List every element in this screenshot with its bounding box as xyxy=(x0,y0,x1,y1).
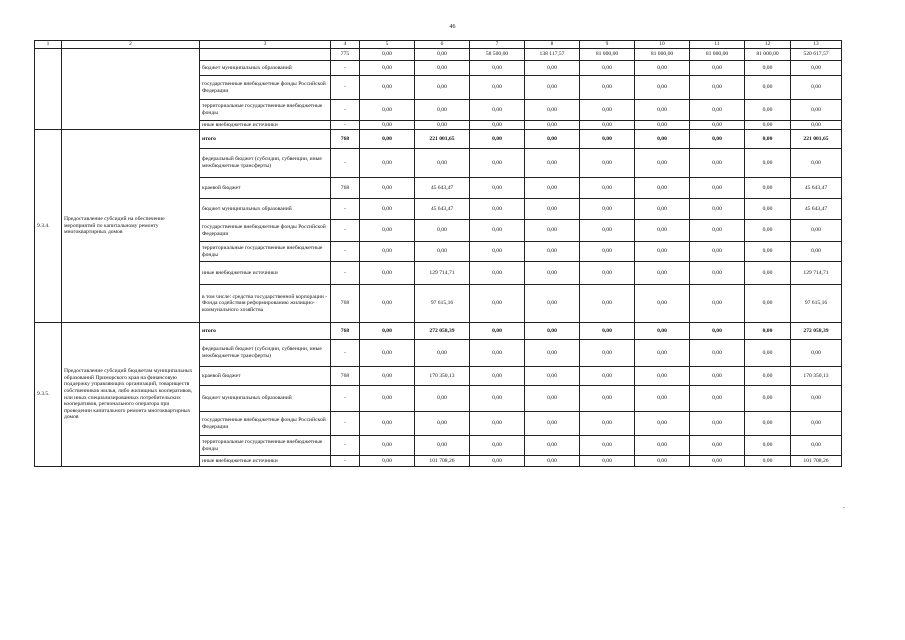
value-cell: 0,00 xyxy=(745,76,791,100)
value-cell: 0,00 xyxy=(690,220,745,242)
value-cell: 775 xyxy=(331,49,360,61)
source-label-cell xyxy=(200,49,331,61)
value-cell: 0,00 xyxy=(690,340,745,367)
value-cell: 768 xyxy=(331,130,360,149)
value-cell: 0,00 xyxy=(791,386,842,412)
value-cell: 0,00 xyxy=(690,242,745,262)
value-cell: 0,00 xyxy=(635,436,690,456)
column-number-6: 6 xyxy=(415,41,470,49)
value-cell: 0,00 xyxy=(690,436,745,456)
value-cell: 170 350,13 xyxy=(791,367,842,386)
value-cell: 272 058,39 xyxy=(415,323,470,340)
value-cell: 0,00 xyxy=(745,130,791,149)
value-cell: 0,00 xyxy=(470,340,525,367)
value-cell: 0,00 xyxy=(690,130,745,149)
value-cell: 0,00 xyxy=(470,100,525,121)
value-cell: 0,00 xyxy=(635,121,690,130)
value-cell: 97 615,16 xyxy=(415,285,470,323)
value-cell: 0,00 xyxy=(525,76,580,100)
value-cell: 0,00 xyxy=(525,262,580,285)
value-cell: - xyxy=(331,61,360,76)
value-cell: 0,00 xyxy=(525,220,580,242)
source-label-cell: федеральный бюджет (субсидии, субвенции, иные межбюджетные трансферты) xyxy=(200,340,331,367)
value-cell: 0,00 xyxy=(525,285,580,323)
column-number-2: 2 xyxy=(62,41,200,49)
column-number-9: 9 xyxy=(580,41,635,49)
value-cell: 0,00 xyxy=(525,367,580,386)
value-cell: 0,00 xyxy=(470,323,525,340)
value-cell: - xyxy=(331,121,360,130)
value-cell: - xyxy=(331,386,360,412)
trailing-mark: . xyxy=(843,502,845,510)
source-label-cell: государственные внебюджетные фонды Российской Федерации xyxy=(200,412,331,436)
value-cell: 768 xyxy=(331,367,360,386)
source-label-cell: бюджет муниципальных образований xyxy=(200,61,331,76)
value-cell: 0,00 xyxy=(690,178,745,199)
value-cell: 0,00 xyxy=(580,130,635,149)
value-cell: 58 500,00 xyxy=(470,49,525,61)
value-cell: 221 001,65 xyxy=(791,130,842,149)
value-cell: 0,00 xyxy=(415,436,470,456)
value-cell: 0,00 xyxy=(470,121,525,130)
value-cell: 0,00 xyxy=(525,130,580,149)
column-number-7: 7 xyxy=(470,41,525,49)
value-cell: 0,00 xyxy=(580,76,635,100)
value-cell: 0,00 xyxy=(580,367,635,386)
value-cell: 0,00 xyxy=(470,130,525,149)
value-cell: 0,00 xyxy=(360,412,415,436)
value-cell: 0,00 xyxy=(470,76,525,100)
value-cell: 0,00 xyxy=(470,456,525,467)
value-cell: 0,00 xyxy=(791,149,842,178)
value-cell: 0,00 xyxy=(745,220,791,242)
value-cell: 0,00 xyxy=(635,130,690,149)
source-label-cell: иные внебюджетные источники xyxy=(200,456,331,467)
source-label-cell: итого xyxy=(200,323,331,340)
value-cell: 0,00 xyxy=(470,220,525,242)
value-cell: 0,00 xyxy=(635,367,690,386)
value-cell: 170 350,13 xyxy=(415,367,470,386)
value-cell: 0,00 xyxy=(580,100,635,121)
value-cell: 0,00 xyxy=(791,436,842,456)
value-cell: 0,00 xyxy=(745,100,791,121)
value-cell: 0,00 xyxy=(745,285,791,323)
value-cell: 0,00 xyxy=(635,76,690,100)
value-cell: 0,00 xyxy=(470,386,525,412)
column-number-11: 11 xyxy=(690,41,745,49)
source-label-cell: иные внебюджетные источники xyxy=(200,262,331,285)
value-cell: 0,00 xyxy=(360,262,415,285)
value-cell: 0,00 xyxy=(745,121,791,130)
value-cell: 0,00 xyxy=(360,386,415,412)
value-cell: 0,00 xyxy=(525,436,580,456)
value-cell: 0,00 xyxy=(415,220,470,242)
value-cell: 0,00 xyxy=(580,149,635,178)
value-cell: 0,00 xyxy=(580,199,635,220)
value-cell: 0,00 xyxy=(791,121,842,130)
column-number-4: 4 xyxy=(331,41,360,49)
source-label-cell: государственные внебюджетные фонды Российской Федерации xyxy=(200,220,331,242)
value-cell: 0,00 xyxy=(525,178,580,199)
value-cell: 0,00 xyxy=(525,323,580,340)
value-cell: 0,00 xyxy=(360,323,415,340)
value-cell: 0,00 xyxy=(360,436,415,456)
value-cell: 0,00 xyxy=(525,199,580,220)
value-cell: 0,00 xyxy=(580,323,635,340)
value-cell: 101 708,26 xyxy=(791,456,842,467)
value-cell: 129 714,71 xyxy=(791,262,842,285)
source-label-cell: бюджет муниципальных образований xyxy=(200,386,331,412)
value-cell: 0,00 xyxy=(360,199,415,220)
column-number-13: 13 xyxy=(791,41,842,49)
value-cell: 0,00 xyxy=(745,367,791,386)
value-cell: 0,00 xyxy=(791,76,842,100)
value-cell: 0,00 xyxy=(745,242,791,262)
value-cell: 0,00 xyxy=(745,386,791,412)
value-cell: 0,00 xyxy=(470,436,525,456)
value-cell: 0,00 xyxy=(745,456,791,467)
column-number-1: 1 xyxy=(35,41,62,49)
value-cell: 0,00 xyxy=(360,149,415,178)
value-cell: 0,00 xyxy=(470,149,525,178)
column-number-10: 10 xyxy=(635,41,690,49)
value-cell: - xyxy=(331,340,360,367)
value-cell: 0,00 xyxy=(635,178,690,199)
value-cell: 81 000,00 xyxy=(690,49,745,61)
value-cell: 0,00 xyxy=(690,199,745,220)
value-cell: 0,00 xyxy=(580,340,635,367)
value-cell: 0,00 xyxy=(635,149,690,178)
value-cell: - xyxy=(331,436,360,456)
value-cell: 0,00 xyxy=(580,178,635,199)
value-cell: 768 xyxy=(331,323,360,340)
value-cell: 0,00 xyxy=(745,61,791,76)
value-cell: 0,00 xyxy=(745,178,791,199)
value-cell: 0,00 xyxy=(690,262,745,285)
value-cell: 0,00 xyxy=(415,149,470,178)
value-cell: 0,00 xyxy=(525,412,580,436)
value-cell: 0,00 xyxy=(635,412,690,436)
value-cell: 45 643,47 xyxy=(791,199,842,220)
value-cell: - xyxy=(331,220,360,242)
value-cell: 0,00 xyxy=(360,49,415,61)
table-row xyxy=(35,49,842,61)
value-cell: 0,00 xyxy=(470,178,525,199)
value-cell: 0,00 xyxy=(360,130,415,149)
source-label-cell: итого xyxy=(200,130,331,149)
value-cell: 0,00 xyxy=(415,76,470,100)
item-title-cell xyxy=(62,49,200,130)
value-cell: 0,00 xyxy=(360,456,415,467)
value-cell: - xyxy=(331,242,360,262)
table-row xyxy=(35,130,842,149)
value-cell: 0,00 xyxy=(525,242,580,262)
source-label-cell: государственные внебюджетные фонды Российской Федерации xyxy=(200,76,331,100)
value-cell: 0,00 xyxy=(690,367,745,386)
value-cell: 45 643,47 xyxy=(791,178,842,199)
value-cell: 81 000,00 xyxy=(745,49,791,61)
column-number-8: 8 xyxy=(525,41,580,49)
value-cell: 0,00 xyxy=(791,220,842,242)
item-number-cell: 9.3.4. xyxy=(35,130,62,323)
value-cell: 0,00 xyxy=(635,262,690,285)
item-number-cell xyxy=(35,49,62,130)
value-cell: 0,00 xyxy=(525,100,580,121)
value-cell: 0,00 xyxy=(635,285,690,323)
value-cell: 0,00 xyxy=(360,100,415,121)
value-cell: 0,00 xyxy=(415,340,470,367)
value-cell: 0,00 xyxy=(360,242,415,262)
value-cell: 0,00 xyxy=(635,100,690,121)
value-cell: 0,00 xyxy=(360,76,415,100)
value-cell: 0,00 xyxy=(580,436,635,456)
source-label-cell: иные внебюджетные источники xyxy=(200,121,331,130)
value-cell: 0,00 xyxy=(360,178,415,199)
value-cell: - xyxy=(331,100,360,121)
value-cell: 0,00 xyxy=(360,121,415,130)
source-label-cell: краевой бюджет xyxy=(200,178,331,199)
value-cell: 0,00 xyxy=(690,149,745,178)
value-cell: 0,00 xyxy=(745,323,791,340)
value-cell: 0,00 xyxy=(360,340,415,367)
value-cell: 0,00 xyxy=(470,262,525,285)
value-cell: 768 xyxy=(331,178,360,199)
value-cell: 0,00 xyxy=(415,100,470,121)
value-cell: 0,00 xyxy=(745,262,791,285)
value-cell: 45 643,47 xyxy=(415,199,470,220)
column-number-3: 3 xyxy=(200,41,331,49)
page-number: 46 xyxy=(449,24,456,30)
value-cell: 0,00 xyxy=(745,149,791,178)
item-number-cell: 9.3.5. xyxy=(35,323,62,467)
value-cell: 0,00 xyxy=(470,367,525,386)
value-cell: 0,00 xyxy=(690,121,745,130)
value-cell: 0,00 xyxy=(580,412,635,436)
value-cell: 0,00 xyxy=(415,412,470,436)
value-cell: 0,00 xyxy=(635,386,690,412)
value-cell: 0,00 xyxy=(360,367,415,386)
source-label-cell: бюджет муниципальных образований xyxy=(200,199,331,220)
value-cell: 0,00 xyxy=(580,285,635,323)
source-label-cell: в том числе: средства государственной корпорации - Фонда содействия реформированию жилищно-коммунального хозяйства xyxy=(200,285,331,323)
source-label-cell: территориальные государственные внебюджетные фонды xyxy=(200,242,331,262)
column-number-12: 12 xyxy=(745,41,791,49)
value-cell: 138 117,57 xyxy=(525,49,580,61)
value-cell: 0,00 xyxy=(745,340,791,367)
value-cell: 101 708,26 xyxy=(415,456,470,467)
value-cell: 0,00 xyxy=(690,412,745,436)
column-number-row xyxy=(35,41,842,49)
value-cell: 81 000,00 xyxy=(635,49,690,61)
value-cell: 0,00 xyxy=(415,61,470,76)
value-cell: 0,00 xyxy=(745,412,791,436)
value-cell: 97 615,16 xyxy=(791,285,842,323)
value-cell: 0,00 xyxy=(690,285,745,323)
column-number-5: 5 xyxy=(360,41,415,49)
value-cell: 0,00 xyxy=(745,436,791,456)
value-cell: 0,00 xyxy=(360,285,415,323)
item-title-cell: Предоставление субсидий на обеспечение мероприятий по капитальному ремонту многоквартирных домов xyxy=(62,130,200,323)
value-cell: 0,00 xyxy=(690,100,745,121)
value-cell: 0,00 xyxy=(580,242,635,262)
value-cell: 0,00 xyxy=(525,121,580,130)
budget-table xyxy=(34,40,842,467)
value-cell: 0,00 xyxy=(580,456,635,467)
value-cell: 0,00 xyxy=(525,149,580,178)
source-label-cell: территориальные государственные внебюджетные фонды xyxy=(200,100,331,121)
source-label-cell: краевой бюджет xyxy=(200,367,331,386)
value-cell: 0,00 xyxy=(791,412,842,436)
value-cell: 0,00 xyxy=(580,386,635,412)
value-cell: 0,00 xyxy=(690,61,745,76)
value-cell: 0,00 xyxy=(415,121,470,130)
value-cell: 0,00 xyxy=(635,242,690,262)
value-cell: 0,00 xyxy=(791,100,842,121)
value-cell: 0,00 xyxy=(690,386,745,412)
value-cell: - xyxy=(331,149,360,178)
source-label-cell: федеральный бюджет (субсидии, субвенции, иные межбюджетные трансферты) xyxy=(200,149,331,178)
value-cell: 0,00 xyxy=(690,323,745,340)
value-cell: 0,00 xyxy=(791,242,842,262)
value-cell: 0,00 xyxy=(791,340,842,367)
source-label-cell: территориальные государственные внебюджетные фонды xyxy=(200,436,331,456)
item-title-cell: Предоставление субсидий бюджетам муниципальных образований Приморского края на финансовую поддержку управляющих организаций, товариществ собственников жилья, либо жилищных кооперативов, или иных специализированных потребительских кооперативов, регионального оператора при проведении капитального ремонта многоквартирных домов xyxy=(62,323,200,467)
value-cell: - xyxy=(331,76,360,100)
value-cell: 0,00 xyxy=(360,61,415,76)
value-cell: 0,00 xyxy=(580,61,635,76)
value-cell: - xyxy=(331,456,360,467)
value-cell: 0,00 xyxy=(415,49,470,61)
value-cell: 0,00 xyxy=(635,220,690,242)
value-cell: 0,00 xyxy=(635,340,690,367)
value-cell: 0,00 xyxy=(415,386,470,412)
value-cell: 0,00 xyxy=(415,242,470,262)
value-cell: 768 xyxy=(331,285,360,323)
value-cell: 272 058,39 xyxy=(791,323,842,340)
value-cell: - xyxy=(331,262,360,285)
value-cell: - xyxy=(331,412,360,436)
value-cell: 0,00 xyxy=(470,61,525,76)
value-cell: 0,00 xyxy=(745,199,791,220)
value-cell: 45 643,47 xyxy=(415,178,470,199)
value-cell: 129 714,71 xyxy=(415,262,470,285)
value-cell: 0,00 xyxy=(690,76,745,100)
value-cell: 0,00 xyxy=(525,61,580,76)
value-cell: 0,00 xyxy=(525,386,580,412)
value-cell: 221 001,65 xyxy=(415,130,470,149)
value-cell: 0,00 xyxy=(580,220,635,242)
value-cell: - xyxy=(331,199,360,220)
table-row xyxy=(35,323,842,340)
value-cell: 0,00 xyxy=(580,121,635,130)
value-cell: 520 617,57 xyxy=(791,49,842,61)
value-cell: 0,00 xyxy=(635,61,690,76)
value-cell: 0,00 xyxy=(791,61,842,76)
value-cell: 0,00 xyxy=(635,456,690,467)
value-cell: 0,00 xyxy=(470,242,525,262)
value-cell: 0,00 xyxy=(580,262,635,285)
value-cell: 0,00 xyxy=(690,456,745,467)
value-cell: 81 000,00 xyxy=(580,49,635,61)
value-cell: 0,00 xyxy=(635,199,690,220)
value-cell: 0,00 xyxy=(525,456,580,467)
value-cell: 0,00 xyxy=(525,340,580,367)
value-cell: 0,00 xyxy=(360,220,415,242)
value-cell: 0,00 xyxy=(470,199,525,220)
value-cell: 0,00 xyxy=(470,285,525,323)
value-cell: 0,00 xyxy=(635,323,690,340)
value-cell: 0,00 xyxy=(470,412,525,436)
